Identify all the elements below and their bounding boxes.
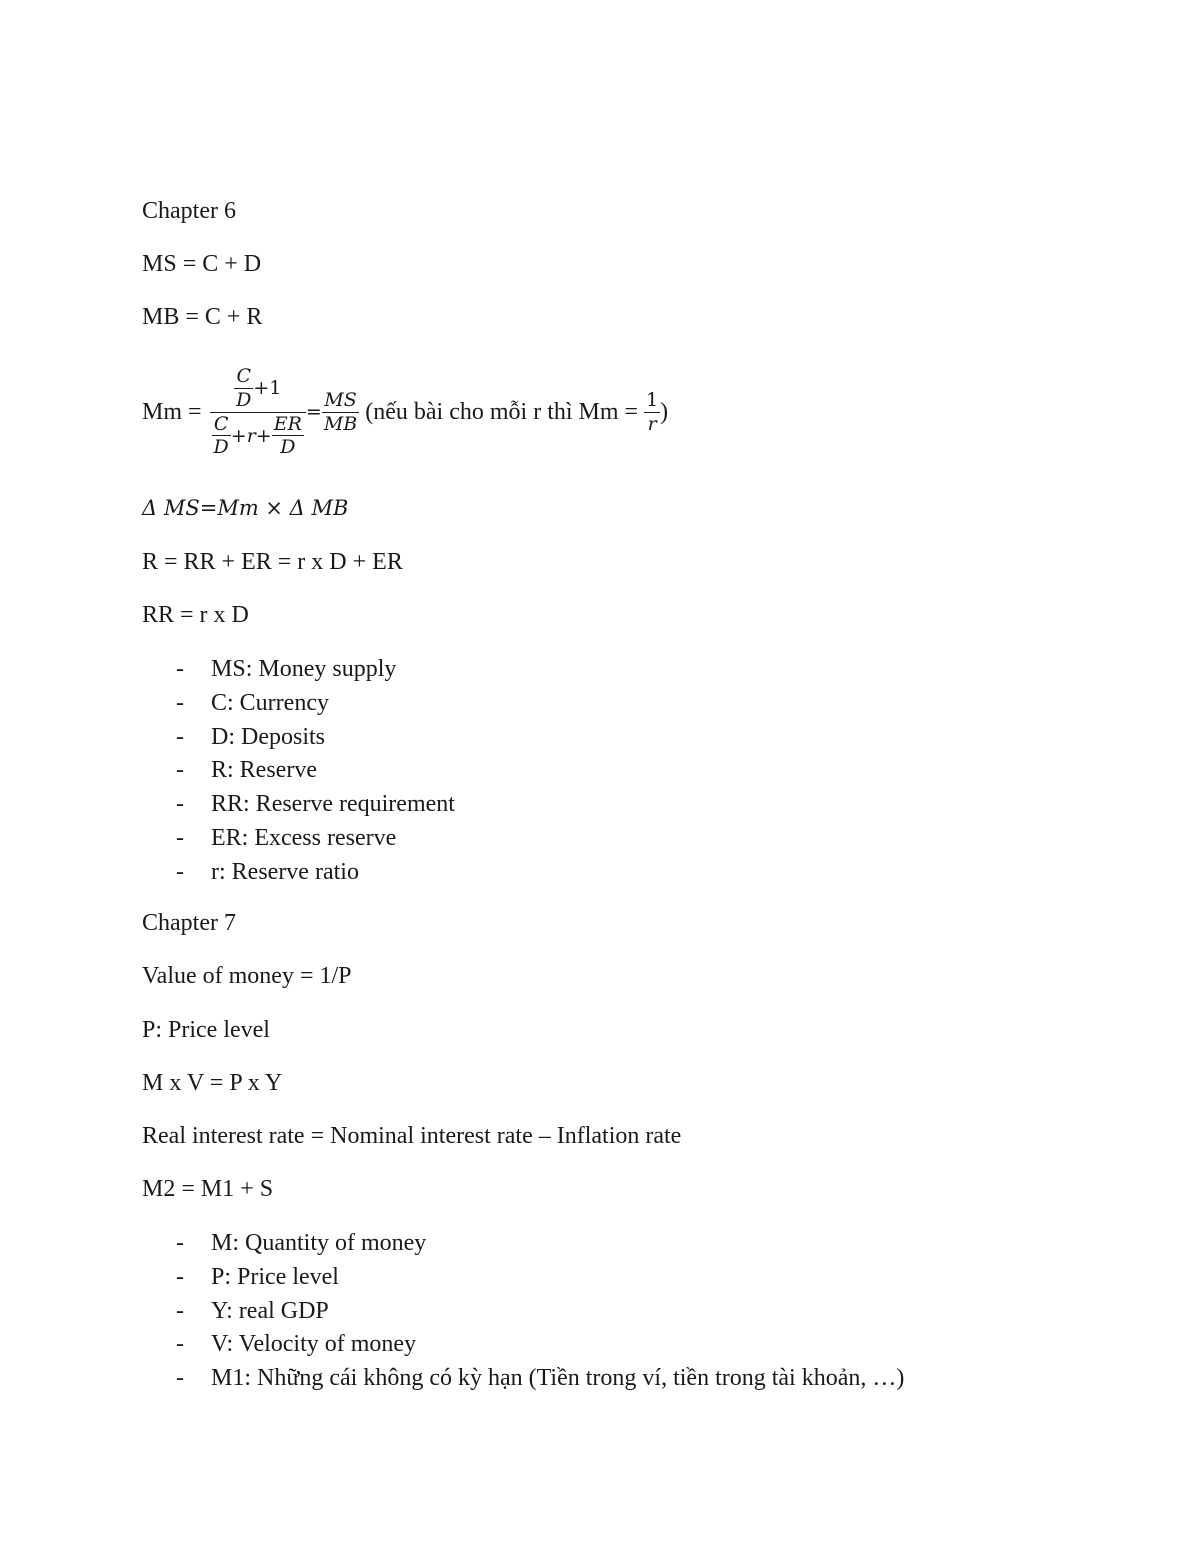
mm-denominator xyxy=(210,414,306,459)
den-plus-r-plus: +r+ xyxy=(230,424,272,447)
list-item: - D: Deposits xyxy=(176,723,325,750)
delta-ms-formula: Δ MS=Mm × Δ MB xyxy=(142,496,349,520)
chapter-6-heading: Chapter 6 xyxy=(142,198,236,224)
list-item: - Y: real GDP xyxy=(176,1297,329,1324)
mm-big-fraction xyxy=(210,366,306,459)
m2-formula: M2 = M1 + S xyxy=(142,1176,274,1202)
list-item: - RR: Reserve requirement xyxy=(176,791,455,818)
frac-ms: MS xyxy=(324,388,357,411)
den-c-over-d-fraction xyxy=(212,414,231,459)
num-d: D xyxy=(236,388,252,411)
den-er-d: D xyxy=(280,436,296,459)
frac-r: r xyxy=(647,412,657,435)
list-item: - ER: Excess reserve xyxy=(176,824,397,851)
chapter-7-definitions xyxy=(0,1228,1100,1397)
mm-equals: = xyxy=(305,401,322,423)
real-interest-rate-formula: Real interest rate = Nominal interest rate – Inflation rate xyxy=(142,1123,682,1149)
money-multiplier-formula xyxy=(142,352,668,472)
chapter-6-definitions xyxy=(0,654,1100,891)
list-item: - C: Currency xyxy=(176,689,329,716)
mb-formula: MB = C + R xyxy=(142,304,263,330)
c-over-d-fraction xyxy=(234,366,253,411)
one-over-r-fraction xyxy=(644,390,660,435)
list-item: - V: Velocity of money xyxy=(176,1331,417,1358)
frac-one: 1 xyxy=(646,388,659,411)
mm-lhs: Mm = xyxy=(142,398,202,425)
num-plus-one: +1 xyxy=(253,376,282,399)
den-er: ER xyxy=(273,412,302,435)
list-item: - P: Price level xyxy=(176,1263,339,1290)
list-item: - R: Reserve xyxy=(176,757,317,784)
den-d: D xyxy=(213,436,229,459)
value-of-money-formula: Value of money = 1/P xyxy=(142,963,352,989)
mm-note: (nếu bài cho mỗi r thì Mm = xyxy=(365,398,639,425)
exchange-equation: M x V = P x Y xyxy=(142,1070,283,1096)
er-over-d-fraction xyxy=(272,414,304,459)
ms-over-mb-fraction xyxy=(322,390,359,435)
chapter-7-heading: Chapter 7 xyxy=(142,910,236,936)
num-c: C xyxy=(236,364,251,387)
reserve-formula: R = RR + ER = r x D + ER xyxy=(142,549,403,575)
ms-formula: MS = C + D xyxy=(142,251,262,277)
den-c: C xyxy=(213,412,229,435)
frac-mb: MB xyxy=(323,412,358,435)
mm-note-close: ) xyxy=(660,398,669,425)
mm-numerator xyxy=(232,366,283,411)
rr-formula: RR = r x D xyxy=(142,602,249,628)
list-item: - r: Reserve ratio xyxy=(176,858,359,885)
list-item: - M1: Những cái không có kỳ hạn (Tiền trong ví, tiền trong tài khoản, …) xyxy=(176,1365,905,1392)
list-item: - M: Quantity of money xyxy=(176,1230,427,1256)
price-level-definition: P: Price level xyxy=(142,1017,270,1043)
list-item: - MS: Money supply xyxy=(176,656,397,682)
